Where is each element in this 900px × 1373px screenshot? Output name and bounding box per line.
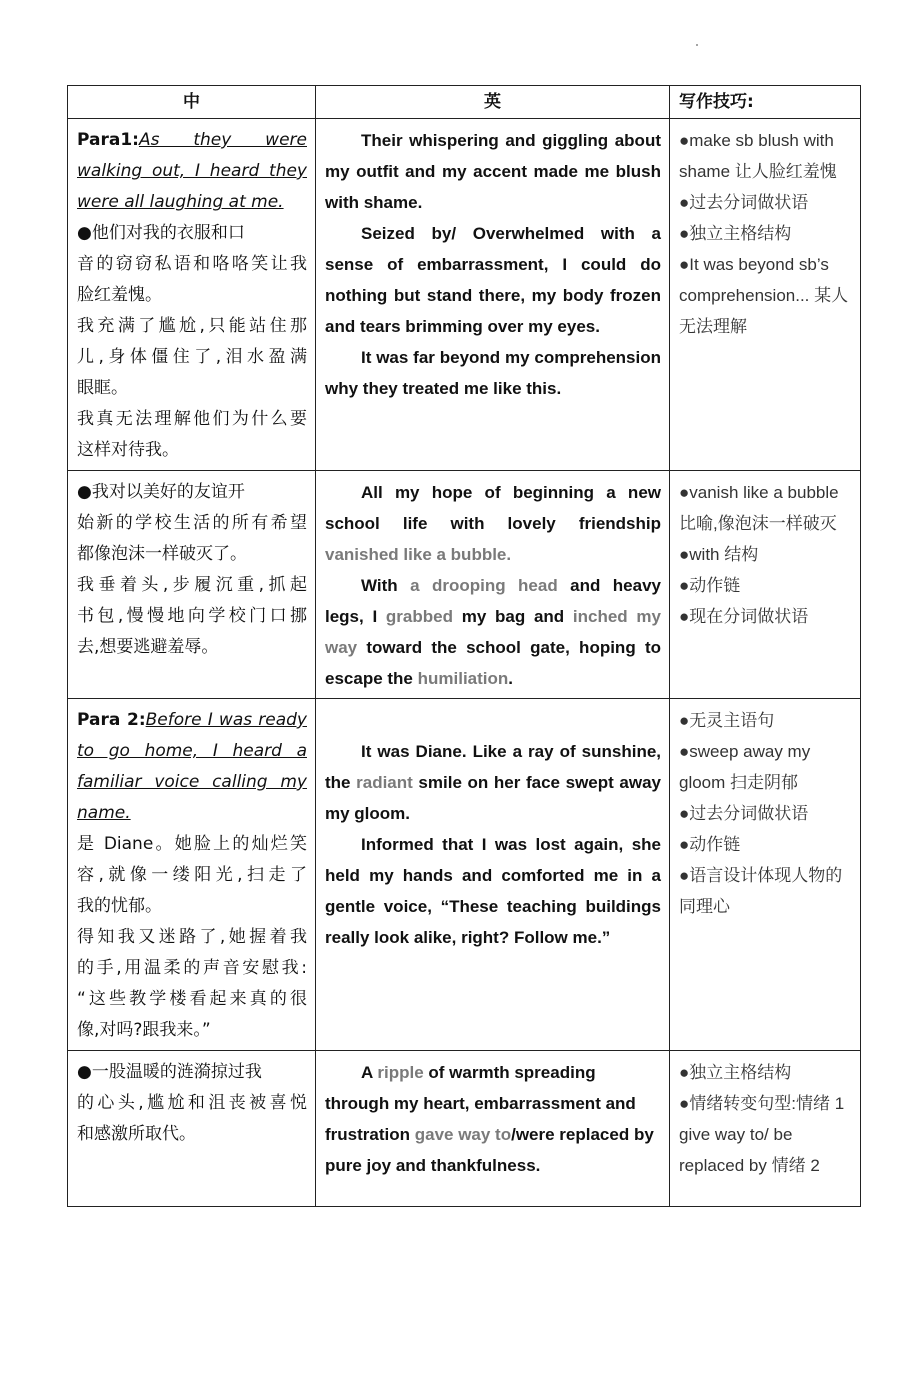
zh-cell bbox=[68, 1051, 316, 1207]
tip-item: ●无灵主语句 bbox=[679, 711, 775, 730]
zh-cell bbox=[68, 699, 316, 1051]
table-row bbox=[68, 471, 861, 699]
zh-line: ●他们对我的衣服和口 bbox=[77, 223, 245, 243]
tip-item: ●过去分词做状语 bbox=[679, 804, 809, 823]
header-tips: 写作技巧: bbox=[670, 86, 861, 119]
en-paragraph: Seized by/ Overwhelmed with a sense of embarrassment, I could do nothing but stand there, my body frozen and tears brimming over my eyes. bbox=[325, 224, 661, 336]
en-cell bbox=[316, 119, 670, 471]
zh-line: ●一股温暖的涟漪掠过我 bbox=[77, 1062, 262, 1082]
tip-item: ●sweep away my gloom 扫走阴郁 bbox=[679, 742, 811, 792]
zh-line: 我的忧郁。 bbox=[77, 896, 162, 916]
tips-cell bbox=[670, 119, 861, 471]
para-heading-line: to go home, I heard a bbox=[77, 741, 307, 761]
table-row bbox=[68, 1051, 861, 1207]
header-en: 英 bbox=[316, 86, 670, 119]
header-zh: 中 bbox=[68, 86, 316, 119]
tip-item: ●动作链 bbox=[679, 835, 741, 854]
en-paragraph: Their whispering and giggling about my outfit and my accent made me blush with shame. bbox=[325, 131, 661, 212]
zh-line: 我充满了尴尬,只能站住那 bbox=[77, 316, 307, 336]
zh-line: 容,就像一缕阳光,扫走了 bbox=[77, 865, 307, 885]
zh-line: 这样对待我。 bbox=[77, 440, 179, 460]
tip-item: ●独立主格结构 bbox=[679, 1063, 792, 1082]
tip-item: ●语言设计体现人物的同理心 bbox=[679, 866, 843, 916]
zh-line: 书包,慢慢地向学校门口挪 bbox=[77, 606, 307, 626]
para-heading-line: familiar voice calling my bbox=[77, 772, 307, 792]
en-paragraph: With a drooping head and heavy legs, I grabbed my bag and inched my way toward the school gate, hoping to escape the humiliation. bbox=[325, 576, 661, 688]
page-mark bbox=[696, 44, 698, 46]
para-heading: Para 2:Before I was ready bbox=[77, 710, 307, 730]
zh-line: 音的窃窃私语和咯咯笑让我 bbox=[77, 254, 307, 274]
tip-item: ●vanish like a bubble 比喻,像泡沫一样破灭 bbox=[679, 483, 839, 533]
zh-cell bbox=[68, 471, 316, 699]
en-paragraph: A ripple of warmth spreading through my heart, embarrassment and frustration gave way to/were replaced by pure joy and thankfulness. bbox=[325, 1063, 654, 1175]
zh-line: ●我对以美好的友谊开 bbox=[77, 482, 245, 502]
zh-line: 眼眶。 bbox=[77, 378, 128, 398]
tip-item: ●现在分词做状语 bbox=[679, 607, 809, 626]
tip-item: ●动作链 bbox=[679, 576, 741, 595]
table-header-row bbox=[68, 86, 861, 119]
tip-item: ●情绪转变句型:情绪 1 give way to/ be replaced by 情绪 2 bbox=[679, 1094, 845, 1175]
tip-item: ●过去分词做状语 bbox=[679, 193, 809, 212]
para-heading-line: walking out, I heard they bbox=[77, 161, 307, 181]
tips-cell bbox=[670, 1051, 861, 1207]
tip-item: ●make sb blush with shame 让人脸红羞愧 bbox=[679, 131, 837, 181]
zh-line: 的手,用温柔的声音安慰我: bbox=[77, 958, 307, 978]
en-cell bbox=[316, 471, 670, 699]
para-heading: Para1:As they were bbox=[77, 130, 307, 150]
tip-item: ●独立主格结构 bbox=[679, 224, 792, 243]
en-paragraph: All my hope of beginning a new school life with lovely friendship vanished like a bubble. bbox=[325, 483, 661, 564]
table-row bbox=[68, 119, 861, 471]
en-paragraph: Informed that I was lost again, she held my hands and comforted me in a gentle voice, “These teaching buildings really look alike, right? Follow me.” bbox=[325, 835, 661, 947]
zh-line: 得知我又迷路了,她握着我 bbox=[77, 927, 307, 947]
zh-line: 像,对吗?跟我来。” bbox=[77, 1020, 211, 1040]
zh-cell bbox=[68, 119, 316, 471]
tips-cell bbox=[670, 699, 861, 1051]
zh-line: 脸红羞愧。 bbox=[77, 285, 162, 305]
en-cell bbox=[316, 699, 670, 1051]
table-row bbox=[68, 699, 861, 1051]
zh-line: 去,想要逃避羞辱。 bbox=[77, 637, 219, 657]
zh-line: 和感激所取代。 bbox=[77, 1124, 196, 1144]
zh-line: 儿,身体僵住了,泪水盈满 bbox=[77, 347, 307, 367]
tip-item: ●with 结构 bbox=[679, 545, 759, 564]
zh-line: 是 Diane。她脸上的灿烂笑 bbox=[77, 834, 307, 854]
para-heading-line: were all laughing at me. bbox=[77, 192, 284, 212]
zh-line: “这些教学楼看起来真的很 bbox=[77, 989, 307, 1009]
zh-line: 我真无法理解他们为什么要 bbox=[77, 409, 307, 429]
translation-table bbox=[67, 85, 861, 1207]
zh-line: 的心头,尴尬和沮丧被喜悦 bbox=[77, 1093, 307, 1113]
zh-line: 我垂着头,步履沉重,抓起 bbox=[77, 575, 307, 595]
en-cell bbox=[316, 1051, 670, 1207]
tip-item: ●It was beyond sb’s comprehension... 某人无法理解 bbox=[679, 255, 849, 336]
tips-cell bbox=[670, 471, 861, 699]
zh-line: 始新的学校生活的所有希望 bbox=[77, 513, 307, 533]
en-paragraph: It was Diane. Like a ray of sunshine, the radiant smile on her face swept away my gloom. bbox=[325, 742, 661, 823]
en-paragraph: It was far beyond my comprehension why they treated me like this. bbox=[325, 348, 661, 398]
zh-line: 都像泡沫一样破灭了。 bbox=[77, 544, 247, 564]
para-heading-line: name. bbox=[77, 803, 131, 823]
